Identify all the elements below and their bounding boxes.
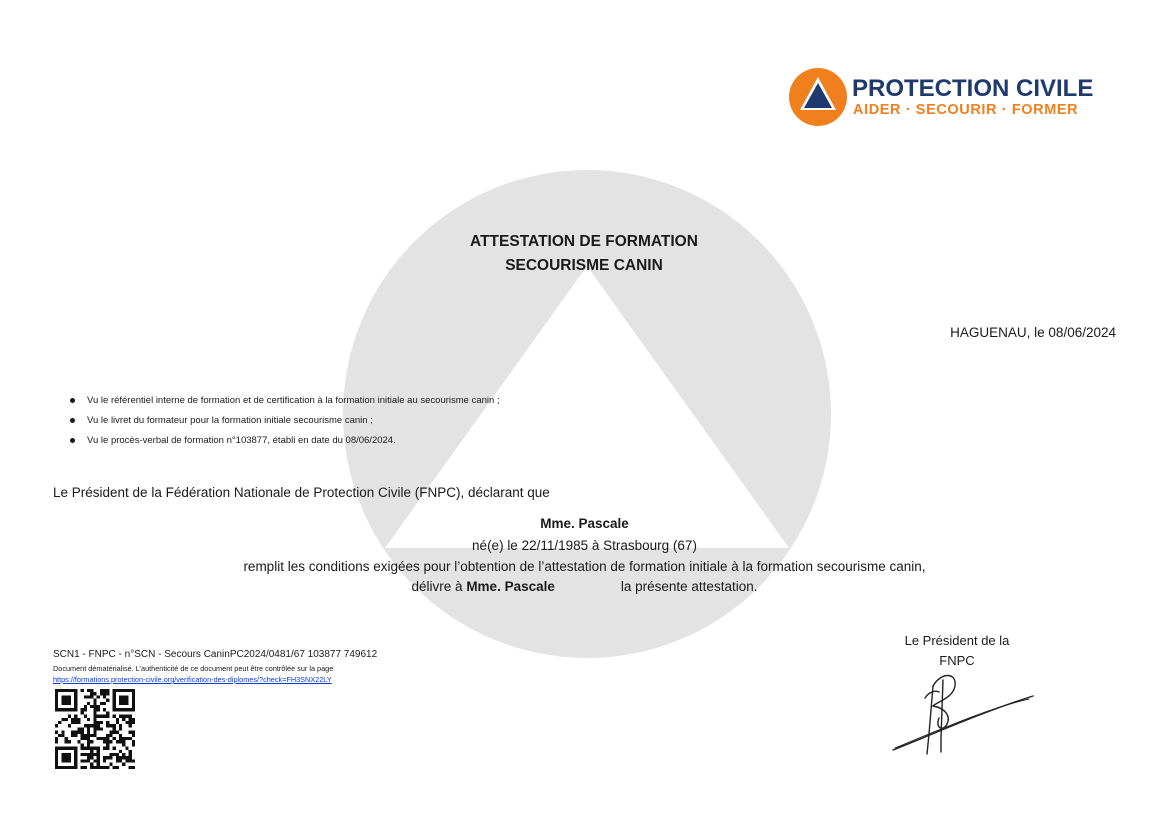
president-signature (889, 668, 1039, 758)
deliver-name: Mme. Pascale (466, 579, 555, 594)
list-item: Vu le référentiel interne de formation et de certification à la formation initiale au secourisme canin ; (70, 391, 500, 411)
title-line-1: ATTESTATION DE FORMATION (470, 233, 698, 250)
list-item: Vu le procès-verbal de formation n°103877, établi en date du 08/06/2024. (70, 431, 500, 451)
document-reference: SCN1 - FNPC - n°SCN - Secours CaninPC2024/0481/67 103877 749612 (53, 649, 378, 660)
authenticity-notice: Document dématérialisé. L’authenticité de ce document peut être contrôlée sur la page (53, 664, 334, 673)
recipient-birth: né(e) le 22/11/1985 à Strasbourg (67) (472, 538, 697, 553)
conditions-text: remplit les conditions exigées pour l’obtention de l’attestation de formation initiale à la formation secourisme canin, (243, 559, 926, 574)
considerations-list (70, 391, 500, 451)
signatory (892, 631, 1022, 671)
protection-civile-logo (789, 68, 1099, 128)
place-date: HAGUENAU, le 08/06/2024 (950, 325, 1116, 340)
signatory-line-2: FNPC (939, 653, 975, 668)
deliver-line (0, 579, 1169, 594)
logo-emblem-icon (789, 68, 847, 126)
signatory-line-1: Le Président de la (904, 633, 1010, 648)
logo-title: PROTECTION CIVILE (852, 75, 1094, 102)
logo-tagline: AIDER · SECOURIR · FORMER (853, 102, 1079, 118)
qr-code (55, 689, 135, 769)
verification-link[interactable]: https://formations.protection-civile.org/verification-des-diplomes/?check=FH3SNX22LY (53, 675, 332, 684)
list-item: Vu le livret du formateur pour la formation initiale secourisme canin ; (70, 411, 500, 431)
footer (53, 648, 377, 685)
title-line-2: SECOURISME CANIN (505, 257, 663, 274)
document-title (384, 230, 784, 278)
recipient-name: Mme. Pascale (540, 516, 629, 531)
declaration-text: Le Président de la Fédération Nationale de Protection Civile (FNPC), déclarant que (53, 485, 550, 500)
deliver-prefix: délivre à (411, 579, 463, 594)
deliver-suffix: la présente attestation. (620, 579, 758, 594)
